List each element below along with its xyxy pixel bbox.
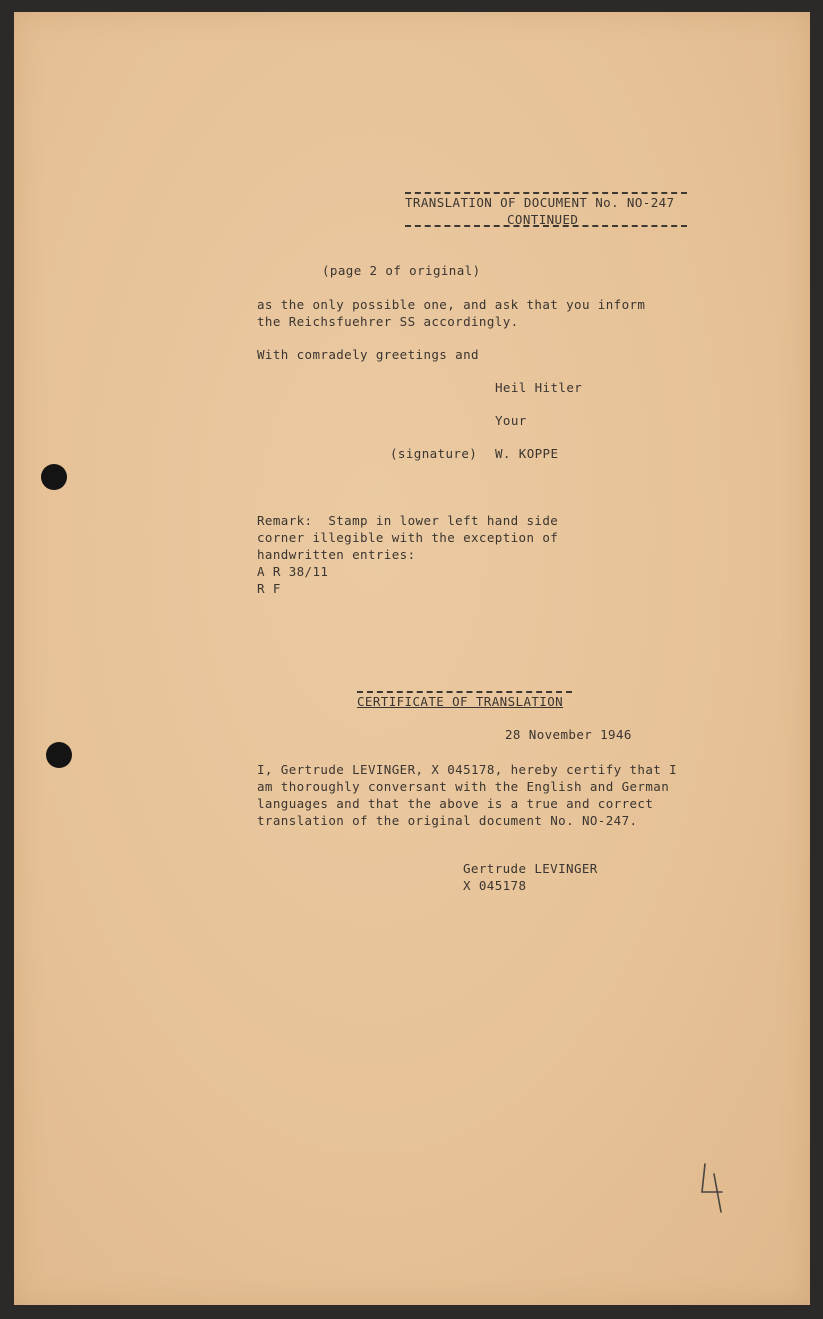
document-page [14, 12, 810, 1305]
closing: Your [495, 413, 527, 428]
certificate-title: CERTIFICATE OF TRANSLATION [357, 694, 564, 709]
certificate-date: 28 November 1946 [505, 727, 632, 742]
punch-hole-bottom [46, 742, 72, 768]
signer-id: X 045178 [463, 878, 527, 893]
remark-line-4: A R 38/11 [257, 564, 329, 579]
body-line-1: as the only possible one, and ask that you inform [257, 297, 646, 312]
remark-line-5: R F [257, 581, 281, 596]
signer-name: Gertrude LEVINGER [463, 861, 598, 876]
certificate-line-2: am thoroughly conversant with the English and German [257, 779, 670, 794]
page-note: (page 2 of original) [322, 263, 481, 278]
handwritten-page-mark [697, 1162, 727, 1217]
remark-line-2: corner illegible with the exception of [257, 530, 559, 545]
signature-name: W. KOPPE [495, 446, 559, 461]
remark-line-1: Remark: Stamp in lower left hand side [257, 513, 559, 528]
signature-label: (signature) [390, 446, 478, 461]
punch-hole-top [41, 464, 67, 490]
header-continued: CONTINUED [507, 212, 579, 227]
header-title: TRANSLATION OF DOCUMENT No. NO-247 [405, 195, 675, 210]
body-line-2: the Reichsfuehrer SS accordingly. [257, 314, 519, 329]
certificate-line-4: translation of the original document No. NO-247. [257, 813, 638, 828]
certificate-line-3: languages and that the above is a true and correct [257, 796, 654, 811]
greeting: With comradely greetings and [257, 347, 479, 362]
certificate-line-1: I, Gertrude LEVINGER, X 045178, hereby certify that I [257, 762, 678, 777]
header-bottom-rule [405, 225, 687, 227]
salute: Heil Hitler [495, 380, 583, 395]
remark-line-3: handwritten entries: [257, 547, 416, 562]
